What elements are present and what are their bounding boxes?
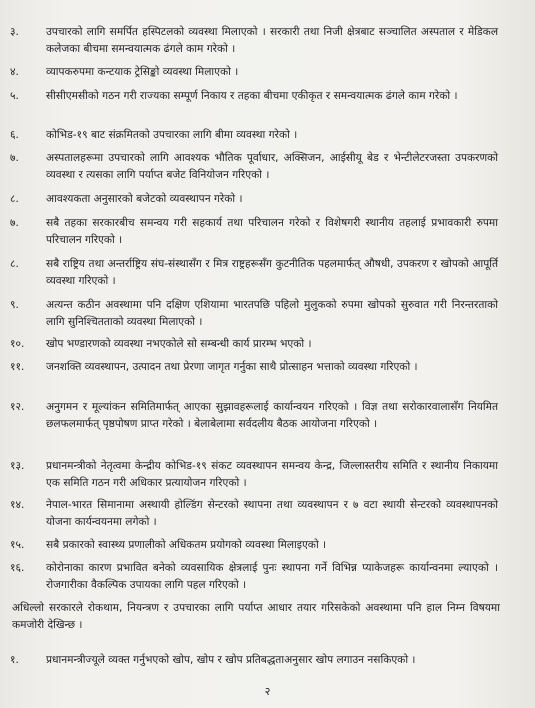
item-text: कोरोनाका कारण प्रभावित बनेको व्यवसायिक क्षेत्रलाई पुनः स्थापना गर्ने विभिन्न प्याकेजहरू कार्यान्वनमा ल्याएको । रोजगारीका वैकल्पिक उपायका लागि पहल गरिएको । <box>46 562 498 591</box>
item-number: ६. <box>10 129 19 141</box>
item-number: ४. <box>10 66 19 78</box>
item-text: सबै प्रकारको स्वास्थ्य प्रणालीको अधिकतम प्रयोगको व्यवस्था मिलाइएको । <box>46 539 327 551</box>
item-number: ८. <box>10 258 19 270</box>
item-number: ५. <box>10 90 19 102</box>
item-number: ९. <box>10 299 19 311</box>
item-number: १३. <box>10 460 25 472</box>
item-number: ३. <box>10 26 19 38</box>
item-text: आवश्यकता अनुसारको बजेटको व्यवस्थापन गरेको । <box>46 193 243 205</box>
page-number: २ <box>264 685 271 698</box>
item-number: ११. <box>10 361 25 373</box>
item-text: अस्पतालहरूमा उपचारको लागि आवश्यक भौतिक पूर्वाधार, अक्सिजन, आईसीयू बेड र भेन्टीलेटरजस्ता उपकरणको व्यवस्था र त्यसका लागि पर्याप्त बजेट विनियोजन गरिएको । <box>46 152 498 181</box>
summary-paragraph: अधिल्लो सरकारले रोकथाम, नियन्त्रण र उपचारका लागि पर्याप्त आधार तयार गरिसकेको अवस्थामा पनि हाल निम्न विषयमा कमजोरी देखिन्छ । <box>12 602 500 631</box>
item-text: जनशक्ति व्यवस्थापन, उत्पादन तथा प्रेरणा जागृत गर्नुका साथै प्रोत्साहन भत्ताको व्यवस्था गरिएको । <box>46 361 418 373</box>
item-number: १. <box>10 654 19 666</box>
item-number: १२. <box>10 401 25 413</box>
item-number: ७. <box>10 217 19 229</box>
item-text: कोभिड-१९ बाट संक्रमितको उपचारका लागि बीमा व्यवस्था गरेको । <box>46 129 298 141</box>
item-number: ८. <box>10 193 19 205</box>
item-text: सीसीएमसीको गठन गरी राज्यका सम्पूर्ण निकाय र तहका बीचमा एकीकृत र समन्वयात्मक ढंगले काम गरेको । <box>46 90 458 102</box>
item-text: खोप भण्डारणको व्यवस्था नभएकोले सो सम्बन्धी कार्य प्रारम्भ भएको । <box>46 338 312 350</box>
item-number: १०. <box>10 338 25 350</box>
item-text: अत्यन्त कठीन अवस्थामा पनि दक्षिण एशियामा भारतपछि पहिलो मुलुकको रुपमा खोपको सुरुवात गरी निरन्तरताको लागि सुनिश्चितताको व्यवस्था मिलाएको । <box>46 299 498 328</box>
item-number: १५. <box>10 539 25 551</box>
item-text: नेपाल-भारत सिमानामा अस्थायी होल्डिंग सेन्टरको स्थापना तथा व्यवस्थापन र ७ वटा स्थायी सेन्टरको व्यवस्थापनको योजना कार्यन्वयनमा लगेको । <box>46 499 498 528</box>
item-text: सबै तहका सरकारबीच समन्वय गरी सहकार्य तथा परिचालन गरेको र विशेषगरी स्थानीय तहलाई प्रभावकारी रुपमा परिचालन गरिएको । <box>46 217 498 246</box>
item-text: सबै राष्ट्रिय तथा अन्तर्राष्ट्रिय संघ-संस्थासँग र मित्र राष्ट्रहरूसँग कुटनीतिक पहलमार्फत् औषधी, उपकरण र खोपको आपूर्ति व्यवस्था गरिएको । <box>46 258 498 287</box>
item-text: प्रधानमन्त्रीको नेतृत्वमा केन्द्रीय कोभिड-१९ संकट व्यवस्थापन समन्वय केन्द्र, जिल्लास्तरीय समिति र स्थानीय निकायमा एक समिति गठन गरी अधिकार प्रत्यायोजन गरिएको । <box>46 460 498 489</box>
item-text: अनुगमन र मूल्यांकन समितिमार्फत् आएका सुझावहरूलाई कार्यान्वयन गरिएको । विज्ञ तथा सरोकारवालासँग नियमित छलफलमार्फत् पृष्ठपोषण प्राप्त गरेको । बेलाबेलामा सर्वदलीय बैठक आयोजना गरिएको । <box>46 401 498 430</box>
item-text: प्रधानमन्त्रीज्यूले व्यक्त गर्नुभएको खोप, खोप र खोप प्रतिबद्धताअनुसार खोप लगाउन नसकिएको । <box>46 654 416 666</box>
item-text: व्यापकरुपमा कन्टयाक ट्रेसिङ्को व्यवस्था मिलाएको । <box>46 66 239 78</box>
item-number: १६. <box>10 562 25 574</box>
item-number: १४. <box>10 499 25 511</box>
item-number: ७. <box>10 152 19 164</box>
item-text: उपचारको लागि समर्पित हस्पिटलको व्यवस्था मिलाएको । सरकारी तथा निजी क्षेत्रबाट सञ्चालित अस्पताल र मेडिकल कलेजका बीचमा समन्वयात्मक ढंगले काम गरेको । <box>46 26 498 55</box>
